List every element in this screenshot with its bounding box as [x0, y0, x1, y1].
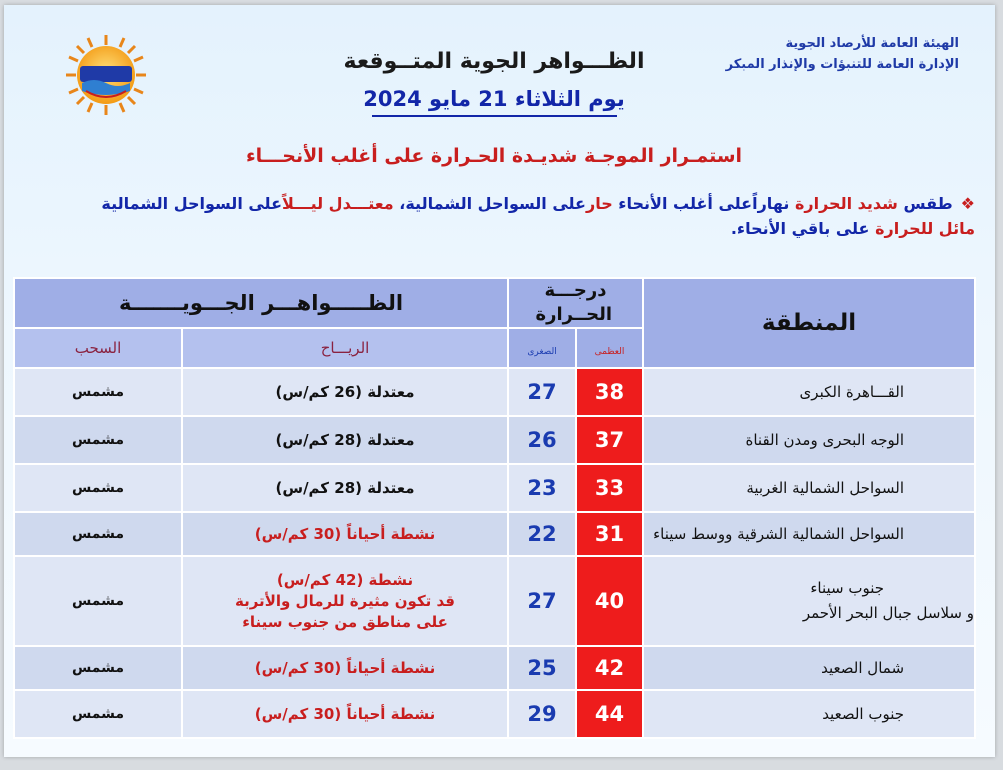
winds-line: قد تكون مثيرة للرمال والأتربة — [235, 591, 456, 610]
table-row — [14, 368, 975, 416]
summary-text: معتـــدل ليـــلاً — [282, 194, 394, 213]
table-row — [14, 464, 975, 512]
region-cell: القـــاهرة الكبرى — [643, 368, 975, 416]
summary-text: حار — [585, 194, 613, 213]
region-line: جنوب سيناء — [810, 579, 885, 597]
min-temp-cell: 27 — [508, 368, 576, 416]
winds-line: نشطة (42 كم/س) — [276, 570, 414, 589]
max-temp-cell: 40 — [576, 556, 643, 646]
summary-text: على السواحل الشمالية، — [393, 194, 586, 213]
forecast-sheet — [4, 5, 995, 757]
winds-cell — [182, 556, 508, 646]
col-winds-header: الريـــاح — [182, 328, 508, 368]
max-temp-cell: 44 — [576, 690, 643, 738]
summary-text: على السواحل الشمالية — [101, 194, 283, 213]
clouds-cell: مشمس — [14, 416, 182, 464]
col-phenomena-header: الظـــــواهـــر الجـــويـــــــة — [14, 278, 508, 328]
bullet-icon: ❖ — [960, 194, 975, 213]
min-temp-cell: 22 — [508, 512, 576, 556]
region-line: و سلاسل جبال البحر الأحمر — [802, 604, 975, 622]
clouds-cell: مشمس — [14, 368, 182, 416]
department-name: الإدارة العامة للتنبؤات والإنذار المبكر — [725, 57, 959, 72]
region-cell: جنوب الصعيد — [643, 690, 975, 738]
winds-cell: نشطة أحياناً (30 كم/س) — [182, 512, 508, 556]
clouds-cell: مشمس — [14, 646, 182, 690]
region-cell: الوجه البحرى ومدن القناة — [643, 416, 975, 464]
min-temp-cell: 29 — [508, 690, 576, 738]
col-region-header: المنطقة — [643, 278, 975, 368]
winds-cell: معتدلة (26 كم/س) — [182, 368, 508, 416]
clouds-cell: مشمس — [14, 690, 182, 738]
winds-cell: نشطة أحياناً (30 كم/س) — [182, 690, 508, 738]
page-title: الظـــواهر الجوية المتــوقعة — [343, 49, 645, 74]
clouds-cell: مشمس — [14, 464, 182, 512]
region-cell: السواحل الشمالية الغربية — [643, 464, 975, 512]
summary-text: على أغلب الأنحاء — [612, 194, 753, 213]
min-temp-cell: 27 — [508, 556, 576, 646]
max-temp-cell: 31 — [576, 512, 643, 556]
summary-text: طقس — [897, 194, 953, 213]
region-cell — [643, 556, 975, 646]
agency-name: الهيئة العامة للأرصاد الجوية — [785, 36, 959, 51]
winds-cell: نشطة أحياناً (30 كم/س) — [182, 646, 508, 690]
summary-text: شديد الحرارة — [794, 194, 898, 213]
temp-header-title: درجـــة الحــرارة — [535, 280, 613, 325]
region-cell: شمال الصعيد — [643, 646, 975, 690]
winds-cell: معتدلة (28 كم/س) — [182, 464, 508, 512]
max-label: العظمى — [594, 346, 625, 357]
summary-text: نهاراً — [752, 194, 795, 213]
clouds-cell: مشمس — [14, 512, 182, 556]
headline: استمـرار الموجـة شديـدة الحـرارة على أغلب الأنحـــاء — [245, 145, 743, 167]
table-row — [14, 416, 975, 464]
min-temp-subheader — [508, 328, 576, 368]
max-temp-cell: 37 — [576, 416, 643, 464]
col-clouds-header: السحب — [14, 328, 182, 368]
date-underline — [372, 115, 617, 117]
max-temp-cell: 42 — [576, 646, 643, 690]
winds-cell: معتدلة (28 كم/س) — [182, 416, 508, 464]
table-row — [14, 556, 975, 646]
table-row — [14, 512, 975, 556]
col-temp-header — [508, 278, 643, 328]
table-row — [14, 690, 975, 738]
table-row — [14, 646, 975, 690]
min-temp-cell: 23 — [508, 464, 576, 512]
max-temp-cell: 38 — [576, 368, 643, 416]
min-label: الصغرى — [527, 346, 557, 357]
summary-text: على باقي الأنحاء. — [730, 219, 876, 238]
min-temp-cell: 26 — [508, 416, 576, 464]
forecast-date: يوم الثلاثاء 21 مايو 2024 — [363, 87, 625, 111]
max-temp-subheader — [576, 328, 643, 368]
summary-text: مائل للحرارة — [875, 219, 975, 238]
ema-logo — [64, 33, 148, 117]
clouds-cell: مشمس — [14, 556, 182, 646]
min-temp-cell: 25 — [508, 646, 576, 690]
region-cell: السواحل الشمالية الشرقية ووسط سيناء — [643, 512, 975, 556]
summary-paragraph — [75, 191, 975, 241]
forecast-table — [13, 277, 976, 739]
max-temp-cell: 33 — [576, 464, 643, 512]
winds-line: على مناطق من جنوب سيناء — [242, 612, 448, 631]
